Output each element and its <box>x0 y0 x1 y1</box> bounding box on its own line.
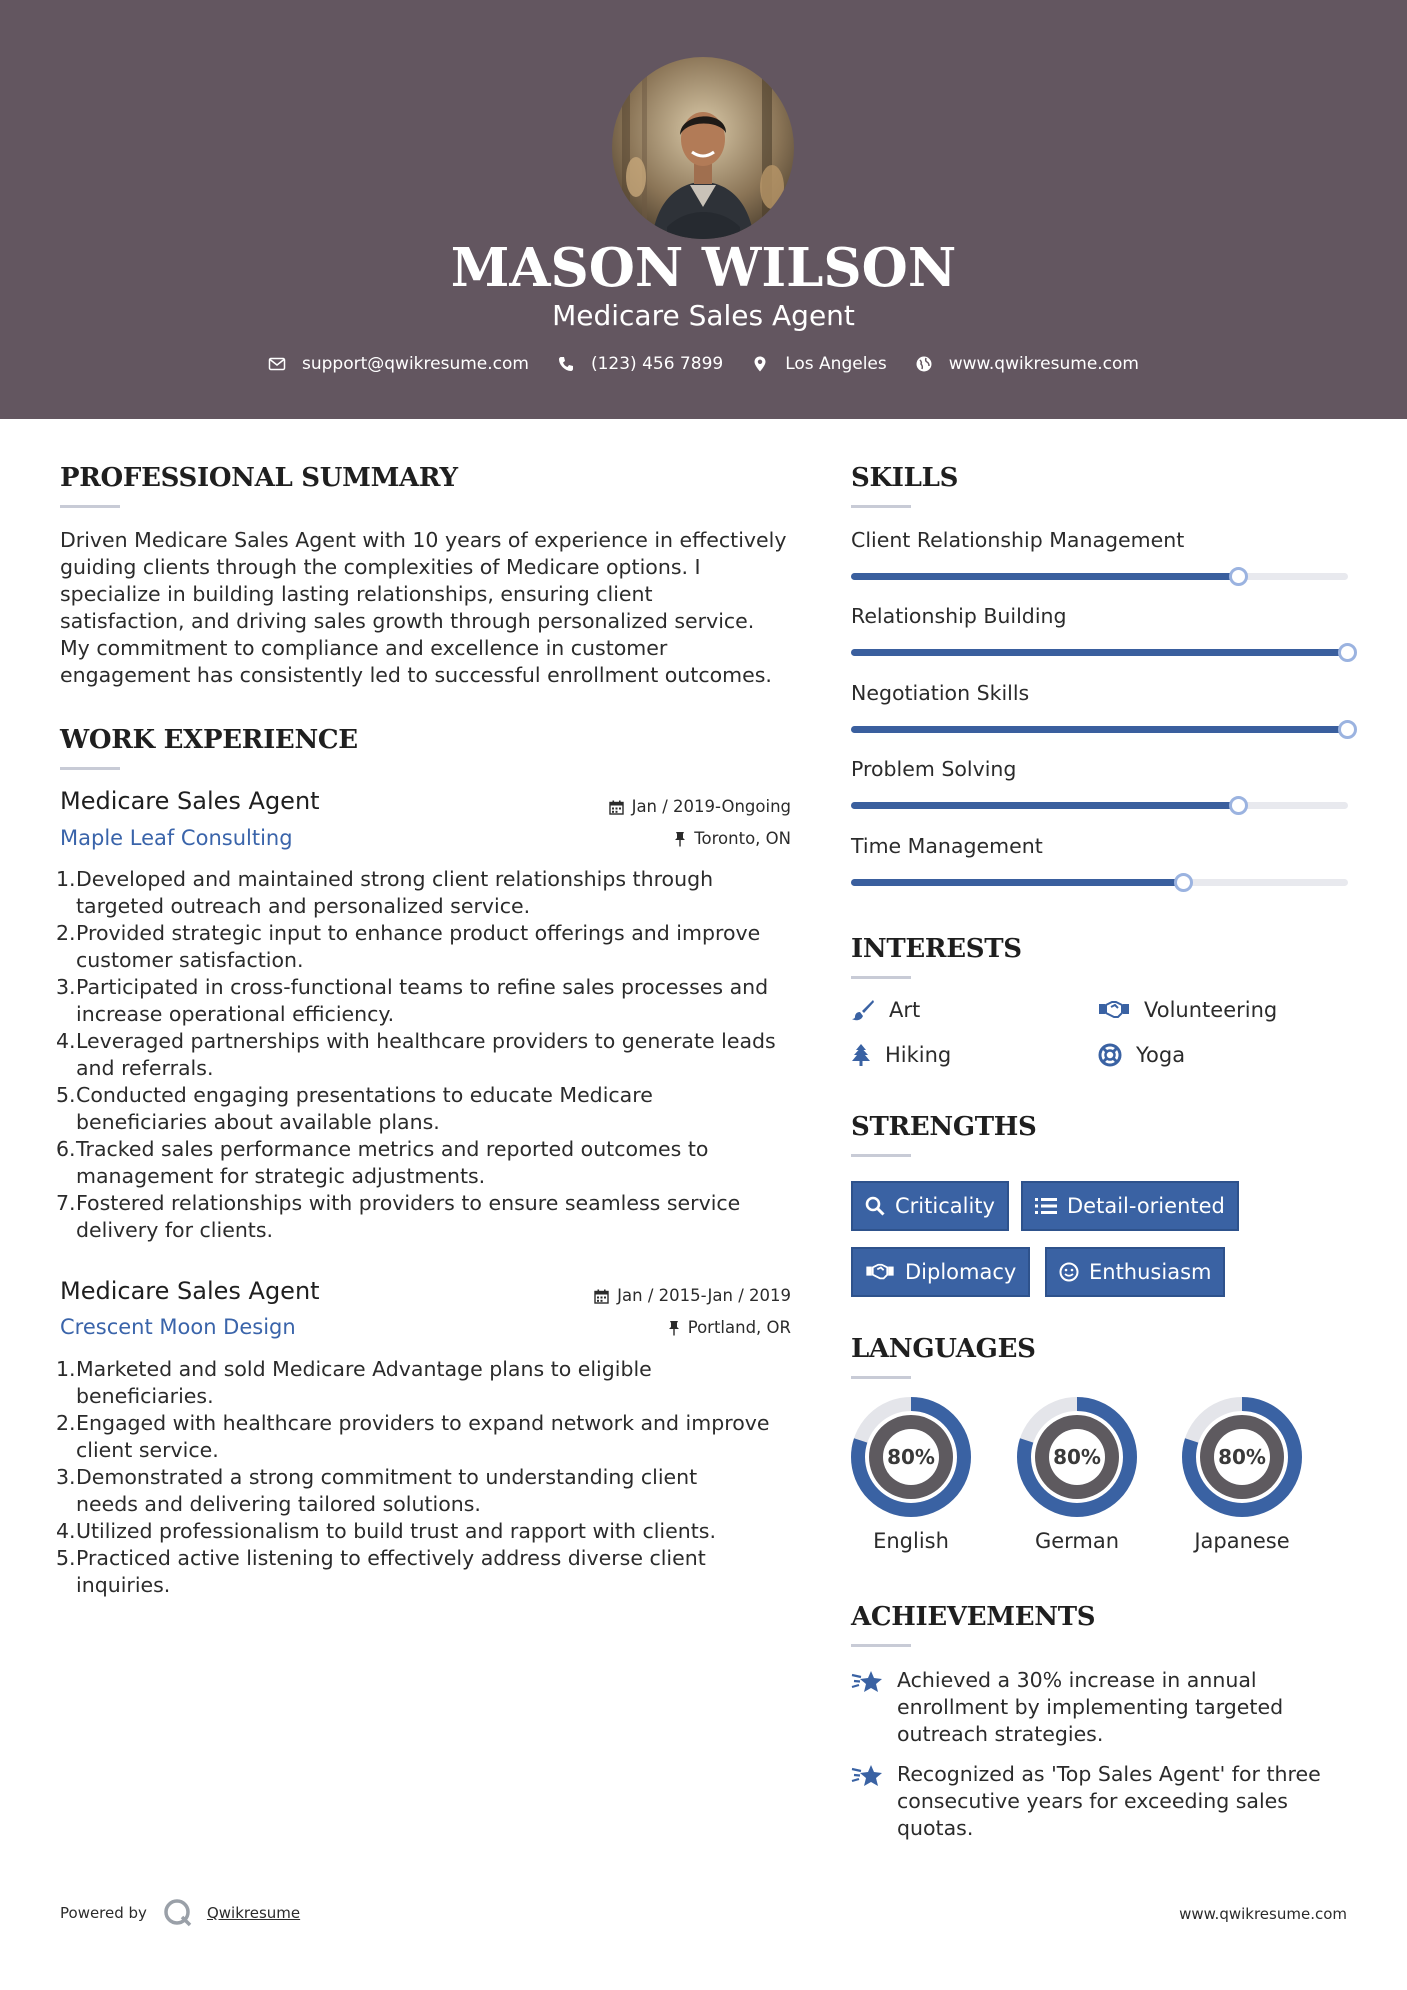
item-number: 3. <box>56 1465 76 1489</box>
search-icon <box>865 1196 885 1216</box>
item-line: Engaged with healthcare providers to expand network and improve <box>76 1411 770 1435</box>
item-line: Conducted engaging presentations to educate Medicare <box>76 1083 653 1107</box>
strength-label: Detail-oriented <box>1067 1194 1225 1218</box>
item-line: delivery for clients. <box>76 1218 274 1242</box>
item-line: increase operational efficiency. <box>76 1002 395 1026</box>
job-dates <box>520 796 791 818</box>
list-item <box>58 1518 818 1545</box>
globe-icon <box>915 355 933 373</box>
interests-rule <box>851 976 911 979</box>
gauge-value: 80% <box>1218 1445 1266 1469</box>
item-number: 1. <box>56 1357 76 1381</box>
interest-label: Art <box>889 998 921 1022</box>
item-line: customer satisfaction. <box>76 948 304 972</box>
summary-line: Driven Medicare Sales Agent with 10 years of experience in effectively <box>60 528 787 552</box>
item-line: beneficiaries. <box>76 1384 214 1408</box>
skill-label: Problem Solving <box>851 757 1017 781</box>
strength-label: Diplomacy <box>905 1260 1017 1284</box>
job-title: Medicare Sales Agent <box>60 787 320 815</box>
item-number: 4. <box>56 1519 76 1543</box>
achievement-line: consecutive years for exceeding sales <box>897 1789 1288 1813</box>
contact-phone[interactable] <box>557 352 723 376</box>
item-number: 1. <box>56 867 76 891</box>
strength-tag <box>851 1181 1009 1231</box>
item-line: client service. <box>76 1438 219 1462</box>
skill-label: Time Management <box>851 834 1043 858</box>
language-gauge <box>1181 1396 1303 1518</box>
strength-label: Enthusiasm <box>1089 1260 1212 1284</box>
summary-text <box>60 527 800 689</box>
pushpin-icon <box>668 1320 680 1336</box>
list-item <box>58 866 818 920</box>
achievement-item <box>851 1667 1351 1748</box>
item-line: Demonstrated a strong commitment to understanding client <box>76 1465 698 1489</box>
strength-tag <box>1045 1247 1225 1297</box>
contact-email-text: support@qwikresume.com <box>302 354 529 374</box>
summary-line: guiding clients through the complexities of Medicare options. I <box>60 555 701 579</box>
smile-icon <box>1059 1262 1079 1282</box>
item-line: Leveraged partnerships with healthcare providers to generate leads <box>76 1029 776 1053</box>
footer-branding <box>60 1898 300 1928</box>
job-location <box>520 1317 791 1339</box>
calendar-icon <box>594 1289 609 1304</box>
lifebuoy-icon <box>1098 1043 1122 1067</box>
handshake-icon <box>865 1262 895 1282</box>
powered-by-text: Powered by <box>60 1904 147 1922</box>
item-line: Utilized professionalism to build trust and rapport with clients. <box>76 1519 716 1543</box>
language-gauge <box>850 1396 972 1518</box>
pushpin-icon <box>674 831 686 847</box>
tree-icon <box>851 1043 871 1067</box>
footer-url[interactable]: www.qwikresume.com <box>1179 1905 1347 1923</box>
item-line: Provided strategic input to enhance product offerings and improve <box>76 921 761 945</box>
strength-label: Criticality <box>895 1194 995 1218</box>
location-pin-icon <box>751 355 769 373</box>
language-name: English <box>873 1529 949 1553</box>
list-item <box>58 1545 818 1599</box>
item-line: Participated in cross-functional teams to refine sales processes and <box>76 975 769 999</box>
item-number: 6. <box>56 1137 76 1161</box>
skill-bar-fill <box>851 649 1348 656</box>
languages-rule <box>851 1376 911 1379</box>
item-line: inquiries. <box>76 1573 171 1597</box>
calendar-icon <box>609 800 624 815</box>
job-dates-text: Jan / 2019-Ongoing <box>631 797 791 816</box>
job-location-text: Portland, OR <box>687 1318 791 1337</box>
skill-bar-fill <box>851 726 1348 733</box>
skill-label: Negotiation Skills <box>851 681 1030 705</box>
job-dates <box>520 1285 791 1307</box>
interest-item <box>851 996 920 1024</box>
skill-bar-handle <box>1174 873 1193 892</box>
list-item <box>58 1190 818 1244</box>
skill-bar-fill <box>851 879 1184 886</box>
item-number: 5. <box>56 1083 76 1107</box>
skill-label: Relationship Building <box>851 604 1067 628</box>
item-line: Marketed and sold Medicare Advantage plans to eligible <box>76 1357 652 1381</box>
job-responsibilities <box>58 1356 818 1599</box>
summary-rule <box>60 505 120 508</box>
list-icon <box>1035 1197 1057 1215</box>
language-name: German <box>1034 1529 1120 1553</box>
language-item <box>1181 1396 1303 1553</box>
item-line: beneficiaries about available plans. <box>76 1110 440 1134</box>
skills-heading: SKILLS <box>851 463 959 493</box>
item-number: 2. <box>56 1411 76 1435</box>
interest-item <box>1098 1041 1185 1069</box>
item-number: 2. <box>56 921 76 945</box>
language-name: Japanese <box>1194 1529 1290 1553</box>
brand-link[interactable]: Qwikresume <box>206 1904 301 1922</box>
handshake-icon <box>1098 999 1130 1021</box>
list-item <box>58 1356 818 1410</box>
interest-label: Volunteering <box>1144 998 1278 1022</box>
skill-bar <box>851 726 1348 733</box>
summary-line: specialize in building lasting relationships, ensuring client <box>60 582 653 606</box>
experience-heading: WORK EXPERIENCE <box>60 725 358 755</box>
job-dates-text: Jan / 2015-Jan / 2019 <box>617 1286 791 1305</box>
skill-bar-handle <box>1229 796 1248 815</box>
candidate-role: Medicare Sales Agent <box>552 299 855 332</box>
list-item <box>58 1028 818 1082</box>
job-title: Medicare Sales Agent <box>60 1277 320 1305</box>
interest-label: Yoga <box>1136 1043 1186 1067</box>
strength-tag <box>1021 1181 1239 1231</box>
language-item <box>850 1396 972 1553</box>
skill-bar-handle <box>1338 643 1357 662</box>
item-line: Fostered relationships with providers to ensure seamless service <box>76 1191 741 1215</box>
phone-icon <box>557 355 575 373</box>
achievement-text <box>897 1667 1283 1748</box>
interest-item <box>1098 996 1277 1024</box>
experience-rule <box>60 767 120 770</box>
language-item <box>1016 1396 1138 1553</box>
skill-label: Client Relationship Management <box>851 528 1185 552</box>
item-line: Practiced active listening to effectively address diverse client <box>76 1546 706 1570</box>
contact-bar <box>0 352 1407 376</box>
skill-bar-fill <box>851 802 1239 809</box>
item-number: 5. <box>56 1546 76 1570</box>
interest-item <box>851 1041 951 1069</box>
list-item <box>58 1464 818 1518</box>
contact-location-text: Los Angeles <box>785 354 887 374</box>
skills-rule <box>851 505 911 508</box>
item-number: 7. <box>56 1191 76 1215</box>
item-line: needs and delivering tailored solutions. <box>76 1492 481 1516</box>
item-line: management for strategic adjustments. <box>76 1164 486 1188</box>
qwikresume-logo-icon <box>163 1898 193 1928</box>
summary-heading: PROFESSIONAL SUMMARY <box>60 463 458 493</box>
shooting-star-icon <box>851 1763 883 1789</box>
achievements-rule <box>851 1644 911 1647</box>
resume-header <box>0 0 1407 419</box>
achievement-line: Achieved a 30% increase in annual <box>897 1668 1257 1692</box>
contact-phone-text: (123) 456 7899 <box>590 354 724 374</box>
contact-email[interactable] <box>268 352 529 376</box>
achievement-line: quotas. <box>897 1816 974 1840</box>
summary-line: My commitment to compliance and excellence in customer <box>60 636 668 660</box>
item-line: and referrals. <box>76 1056 214 1080</box>
skill-bar <box>851 649 1348 656</box>
strength-tag <box>851 1247 1030 1297</box>
company-name[interactable]: Crescent Moon Design <box>60 1315 296 1339</box>
language-gauge <box>1016 1396 1138 1518</box>
list-item <box>58 1410 818 1464</box>
shooting-star-icon <box>851 1669 883 1695</box>
achievement-line: outreach strategies. <box>897 1722 1104 1746</box>
candidate-name: MASON WILSON <box>450 237 957 299</box>
list-item <box>58 974 818 1028</box>
interests-heading: INTERESTS <box>851 934 1022 964</box>
item-line: targeted outreach and personalized service. <box>76 894 531 918</box>
job-responsibilities <box>58 866 818 1244</box>
summary-line: engagement has consistently led to successful enrollment outcomes. <box>60 663 772 687</box>
gauge-value: 80% <box>887 1445 935 1469</box>
contact-website[interactable] <box>915 352 1139 376</box>
paintbrush-icon <box>851 999 875 1021</box>
skill-bar <box>851 879 1348 886</box>
envelope-icon <box>268 355 286 373</box>
contact-location <box>751 352 887 376</box>
interest-label: Hiking <box>885 1043 952 1067</box>
gauge-value: 80% <box>1053 1445 1101 1469</box>
item-number: 4. <box>56 1029 76 1053</box>
skill-bar <box>851 802 1348 809</box>
achievement-text <box>897 1761 1321 1842</box>
achievements-heading: ACHIEVEMENTS <box>851 1602 1096 1632</box>
achievement-item <box>851 1761 1351 1842</box>
strengths-rule <box>851 1154 911 1157</box>
job-location <box>520 828 791 850</box>
profile-photo <box>612 57 794 239</box>
contact-website-text: www.qwikresume.com <box>948 354 1139 374</box>
skill-bar-fill <box>851 573 1239 580</box>
skill-bar <box>851 573 1348 580</box>
list-item <box>58 920 818 974</box>
strengths-heading: STRENGTHS <box>851 1112 1037 1142</box>
achievement-line: enrollment by implementing targeted <box>897 1695 1284 1719</box>
achievement-line: Recognized as 'Top Sales Agent' for three <box>897 1762 1321 1786</box>
item-number: 3. <box>56 975 76 999</box>
company-name[interactable]: Maple Leaf Consulting <box>60 826 293 850</box>
languages-heading: LANGUAGES <box>851 1334 1036 1364</box>
item-line: Tracked sales performance metrics and reported outcomes to <box>76 1137 709 1161</box>
item-line: Developed and maintained strong client relationships through <box>76 867 714 891</box>
list-item <box>58 1136 818 1190</box>
summary-line: satisfaction, and driving sales growth through personalized service. <box>60 609 755 633</box>
skill-bar-handle <box>1338 720 1357 739</box>
skill-bar-handle <box>1229 567 1248 586</box>
list-item <box>58 1082 818 1136</box>
job-location-text: Toronto, ON <box>694 829 791 848</box>
